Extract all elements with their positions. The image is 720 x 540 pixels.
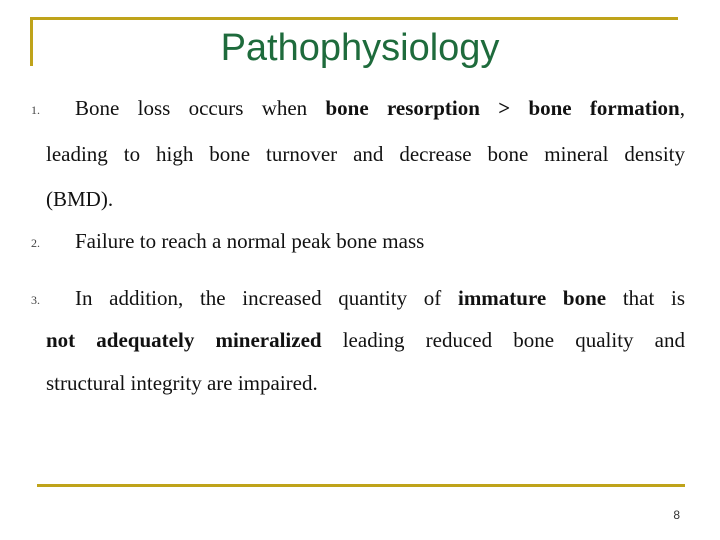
slide-title: Pathophysiology xyxy=(220,27,500,69)
point-3-bold-text: immature bone xyxy=(457,286,607,310)
point-1-bold-text: bone resorption > bone formation xyxy=(325,96,680,120)
point-2-line-1: Failure to reach a normal peak bone mass xyxy=(75,229,425,253)
point-2-number: 2. xyxy=(31,236,40,250)
point-1-line-2: leading to high bone turnover and decrease bone mineral density xyxy=(46,142,685,166)
point-3-line-1-end: that is xyxy=(606,286,686,310)
bottom-border-rule xyxy=(37,484,685,487)
point-1-line-1-text: Bone loss occurs when xyxy=(75,96,326,120)
point-1-number: 1. xyxy=(31,103,40,117)
point-1-line-1 xyxy=(75,95,685,121)
page-number: 8 xyxy=(673,508,680,522)
point-3-number: 3. xyxy=(31,293,40,307)
point-3-line-1 xyxy=(75,285,685,311)
point-3-line-2 xyxy=(46,327,685,353)
top-border-rule xyxy=(30,17,678,20)
point-1-line-3: (BMD). xyxy=(46,187,114,211)
point-3-line-2-text: leading reduced bone quality and xyxy=(321,328,685,352)
point-3-line-2-bold-text: not adequately mineralized xyxy=(46,328,322,352)
point-3-line-3: structural integrity are impaired. xyxy=(46,371,318,395)
point-1-line-1-end: , xyxy=(679,96,685,120)
point-3-line-1-text: In addition, the increased quantity of xyxy=(75,286,458,310)
